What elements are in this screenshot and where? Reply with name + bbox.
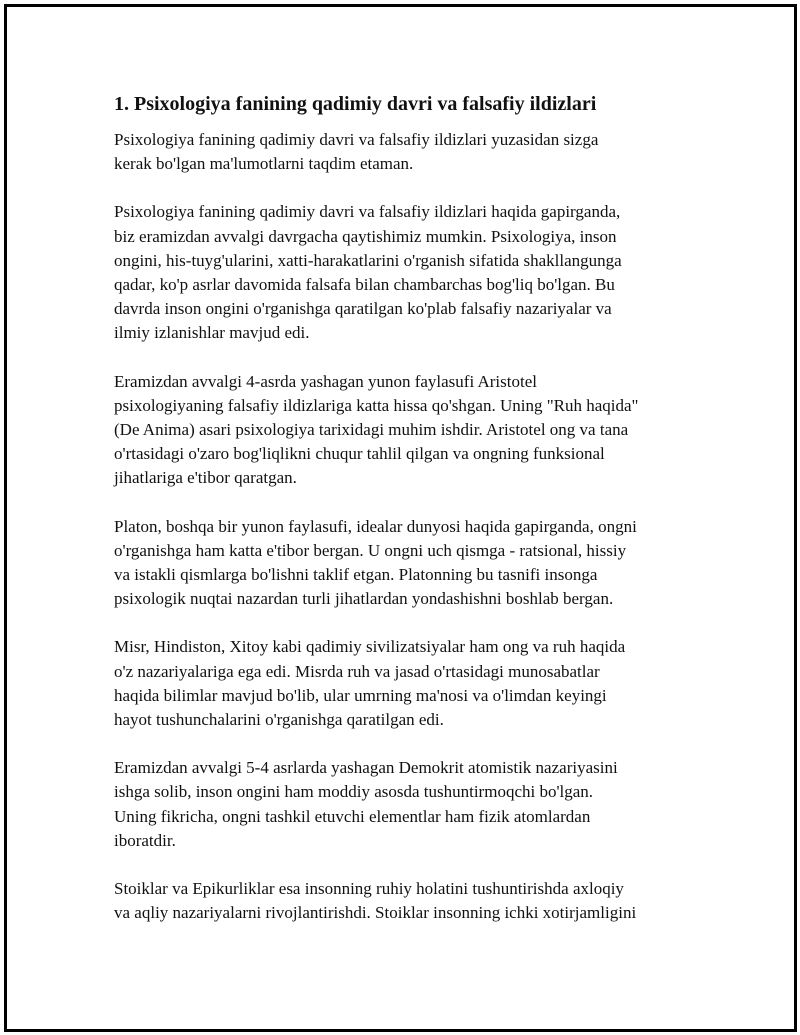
text-line: kerak bo'lgan ma'lumotlarni taqdim etaman. <box>114 154 414 174</box>
text-line: ongini, his-tuyg'ularini, xatti-harakatlarini o'rganish sifatida shakllangunga <box>114 250 622 270</box>
text-line: qadar, ko'p asrlar davomida falsafa bilan chambarchas bog'liq bo'lgan. Bu <box>114 275 615 295</box>
text-line: o'rganishga ham katta e'tibor bergan. U ongni uch qismga - ratsional, hissiy <box>114 540 627 560</box>
text-line: Uning fikricha, ongni tashkil etuvchi elementlar ham fizik atomlardan <box>114 806 591 826</box>
paragraph-aristotle <box>114 370 704 491</box>
text-line: (De Anima) asari psixologiya tarixidagi muhim ishdir. Aristotel ong va tana <box>114 420 629 440</box>
text-line: Platon, boshqa bir yunon faylasufi, idealar dunyosi haqida gapirganda, ongni <box>114 516 637 536</box>
text-line: ilmiy izlanishlar mavjud edi. <box>114 323 310 343</box>
paragraph-overview <box>114 200 704 345</box>
document-title: 1. Psixologiya fanining qadimiy davri va falsafiy ildizlari <box>114 93 597 115</box>
paragraph-democritus <box>114 756 704 853</box>
paragraph-plato <box>114 515 704 612</box>
text-line: davrda inson ongini o'rganishga qaratilgan ko'plab falsafiy nazariyalar va <box>114 299 612 319</box>
text-line: Stoiklar va Epikurliklar esa insonning ruhiy holatini tushuntirishda axloqiy <box>114 879 624 899</box>
paragraph-civilizations <box>114 635 704 732</box>
text-line: Psixologiya fanining qadimiy davri va falsafiy ildizlari haqida gapirganda, <box>114 202 621 222</box>
text-line: va istakli qismlarga bo'lishni taklif etgan. Platonning bu tasnifi insonga <box>114 565 598 585</box>
text-line: iboratdir. <box>114 830 176 850</box>
text-line: psixologik nuqtai nazardan turli jihatlardan yondashishni boshlab bergan. <box>114 589 614 609</box>
text-line: Misr, Hindiston, Xitoy kabi qadimiy sivilizatsiyalar ham ong va ruh haqida <box>114 637 626 657</box>
paragraph-stoics <box>114 877 704 925</box>
text-line: Psixologiya fanining qadimiy davri va falsafiy ildizlari yuzasidan sizga <box>114 130 599 149</box>
text-line: ishga solib, inson ongini ham moddiy asosda tushuntirmoqchi bo'lgan. <box>114 782 594 802</box>
text-line: haqida bilimlar mavjud bo'lib, ular umrning ma'nosi va o'limdan keyingi <box>114 685 607 705</box>
text-line: Eramizdan avvalgi 5-4 asrlarda yashagan Demokrit atomistik nazariyasini <box>114 758 618 778</box>
text-line: psixologiyaning falsafiy ildizlariga katta hissa qo'shgan. Uning "Ruh haqida" <box>114 395 639 415</box>
text-line: Eramizdan avvalgi 4-asrda yashagan yunon faylasufi Aristotel <box>114 371 537 391</box>
document-body <box>114 90 704 949</box>
paragraph-intro <box>114 128 704 176</box>
text-line: biz eramizdan avvalgi davrgacha qaytishimiz mumkin. Psixologiya, inson <box>114 226 617 246</box>
text-line: va aqliy nazariyalarni rivojlantirishdi. Stoiklar insonning ichki xotirjamligini <box>114 903 637 923</box>
text-line: hayot tushunchalarini o'rganishga qaratilgan edi. <box>114 710 444 730</box>
text-line: jihatlariga e'tibor qaratgan. <box>114 468 297 488</box>
text-line: o'rtasidagi o'zaro bog'liqlikni chuqur tahlil qilgan va ongning funksional <box>114 444 605 464</box>
text-line: o'z nazariyalariga ega edi. Misrda ruh va jasad o'rtasidagi munosabatlar <box>114 661 600 681</box>
